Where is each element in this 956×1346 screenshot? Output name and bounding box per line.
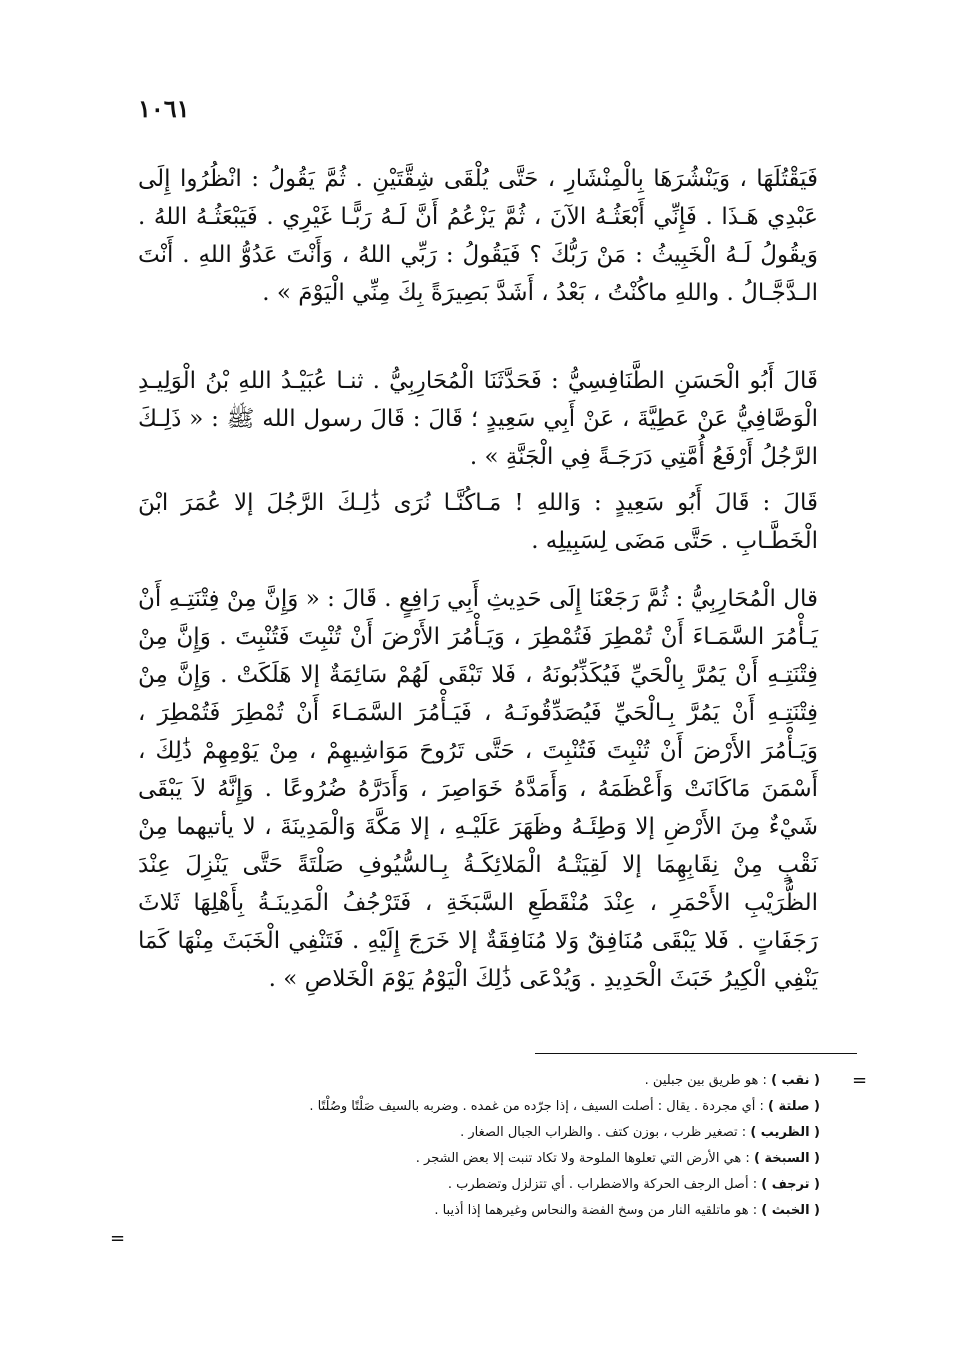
footnote-text: : هو طريق بين جبلين . xyxy=(644,1073,772,1088)
footnote-marker-bottom: = xyxy=(110,1228,126,1249)
footnote-item xyxy=(200,1146,820,1172)
body-paragraph-1 xyxy=(138,160,818,312)
footnote-divider xyxy=(535,1053,857,1054)
footnote-item xyxy=(200,1094,820,1120)
footnote-term: ( السبخة ) xyxy=(753,1151,820,1166)
body-paragraph-3 xyxy=(138,484,818,560)
footnote-text: : أي مجردة . يقال : أصلت السيف ، إذا جرّده من غمده . وضربه بالسيف صَلْتًا وصُلْتًا . xyxy=(309,1099,768,1114)
footnote-text: : أصل الرجف الحركة والاضطراب . أي تتزلزل وتضطرب . xyxy=(447,1177,762,1192)
footnote-item xyxy=(200,1172,820,1198)
footnote-term: ( الخبث ) xyxy=(761,1203,820,1218)
footnote-marker-top: = xyxy=(852,1070,868,1091)
footnote-term: ( الظريب ) xyxy=(750,1125,820,1140)
paragraph-text: قَالَ أَبُو الْحَسَنِ الطَّنَافِسِيُّ : فَحَدَّثَنَا الْمُحَارِبِيُّ . ثنـا عُبَيْـدُ اللهِ بْنُ الْوَلِيـدِ الْوَصَّافِيُّ عَنْ عَطِيَّةَ ، عَنْ أَبِي سَعِيدٍ ؛ قَالَ : قَالَ رسول الله ﷺ : « ذَلِـكَ الرَّجُلُ أَرْفَعُ أُمَّتِي دَرَجَـةً فِي الْجَنَّةِ » . xyxy=(138,368,818,470)
footnotes xyxy=(200,1068,820,1224)
footnote-text: : هو ماتلقيه النار من وسخ الفضة والنحاس وغيرهما إذا أذيبا . xyxy=(434,1203,762,1218)
body-paragraph-4 xyxy=(138,580,818,998)
footnote-item xyxy=(200,1068,820,1094)
page-number: ١٠٦١ xyxy=(138,94,190,123)
paragraph-text: قَالَ : قَالَ أَبُو سَعِيدٍ : وَاللهِ ! مَـاكُنَّـا نُرَى ذَٰلِـكَ الرَّجُلَ إلا عُمَرَ ابْنَ الْخَطَّـابِ . حَتَّى مَضَى لِسَبِيلِه . xyxy=(138,490,818,554)
footnote-term: ( صلتة ) xyxy=(768,1099,820,1114)
paragraph-text: قال الْمُحَارِبِيُّ : ثُمَّ رَجَعْنَا إِلَى حَدِيثِ أَبِي رَافِعٍ . قَالَ : « وَإِنَّ مِنْ فِتْنَتِـهِ أَنْ يَـأْمُرَ السَّمَـاءَ أَنْ تُمْطِرَ فَتُمْطِرَ ، وَيَـأْمُرَ الأَرْضَ أَنْ تُنْبِتَ فَتُنْبِتَ . وَإِنَّ مِنْ فِتْنَتِـهِ أَنْ يَمُرَّ بِالْحَيِّ فَيُكَذِّبُونَهُ ، فَلا تَبْقَى لَهُمْ سَائِمَةٌ إلا هَلَكَتْ . وَإِنَّ مِنْ فِتْنَتِـهِ أَنْ يَمُرَّ بِـالْحَيِّ فَيُصَدِّقُونَـهُ ، فَيَـأْمُرَ السَّمَـاءَ أَنْ تُمْطِرَ فَتُمْطِرَ ، وَيَـأْمُرَ الأَرْضَ أَنْ تُنْبِتَ فَتُنْبِتَ ، حَتَّى تَرُوحَ مَوَاشِيهِمْ ، مِنْ يَوْمِهِمْ ذَٰلِكَ ، أَسْمَنَ مَاكَانَتْ وَأَعْظَمَهُ ، وَأَمَدَّهُ خَوَاصِرَ ، وَأَدَرَّهُ ضُرُوعًا . وَإِنَّهُ لاَ يَبْقَى شَيْءٌ مِنَ الأَرْضِ إلا وَطِئَـهُ وظَهَرَ عَلَيْـهِ ، إلا مَكَّةَ وَالْمَدِينَةَ ، لا يأتيهما مِنْ نَقْبٍ مِنْ نِقَابِهِمَا إلا لَقِيَتْـهُ الْمَلائِكَـةُ بِـالسُّيُوفِ صَلْتَةً حَتَّى يَنْزِلَ عِنْدَ الظُّرَيْبِ الأَحْمَرِ ، عِنْدَ مُنْقَطَعِ السَّبَخَةِ ، فَتَرْجُفُ الْمَدِينَـةُ بِأَهْلِهَا ثَلاثَ رَجَفَاتٍ . فَلا يَبْقَى مُنَافِقٌ وَلا مُنَافِقَةٌ إلا خَرَجَ إِلَيْهِ . فَتَنْفِي الْخَبَثَ مِنْهَا كَمَا يَنْفِي الْكِيرُ خَبَثَ الْحَدِيدِ . وَيُدْعَى ذَٰلِكَ الْيَوْمُ يَوْمَ الْخَلاصِ » . xyxy=(138,586,818,992)
paragraph-text: فَيَقْتُلَهَا ، وَيَنْشُرَهَا بِالْمِنْشَارِ ، حَتَّى يُلْقَى شِقَّتَيْنِ . ثُمَّ يَقُولُ : انْظُرُوا إِلَى عَبْدِي هَـذَا . فَإِنِّي أَبْعَثُـهُ الآنَ ، ثُمَّ يَزْعُمُ أَنَّ لَـهُ رَبًّـا غَيْرِي . فَيَبْعَثُـهُ اللهُ . وَيقُولُ لَـهُ الْخَبِيثُ : مَنْ رَبُّكَ ؟ فَيَقُولُ : رَبِّي اللهُ ، وَأَنْتَ عَدُوُّ اللهِ . أَنْتَ الـدَّجَّـالُ . واللهِ ماكُنْتُ ، بَعْدُ ، أَشَدَّ بَصِيرَةً بِكَ مِنِّي الْيَوْمَ » . xyxy=(138,166,818,306)
footnote-item xyxy=(200,1198,820,1224)
footnote-term: ( ترجف ) xyxy=(761,1177,820,1192)
footnote-item xyxy=(200,1120,820,1146)
footnote-text: : هي الأرض التي تعلوها الملوحة ولا تكاد تنبت إلا بعض الشجر . xyxy=(415,1151,754,1166)
footnote-text: : تصغير ظرب ، بوزن كتف . والظراب الجبال الصغار . xyxy=(460,1125,751,1140)
body-paragraph-2 xyxy=(138,362,818,476)
footnote-term: ( نقب ) xyxy=(771,1073,820,1088)
